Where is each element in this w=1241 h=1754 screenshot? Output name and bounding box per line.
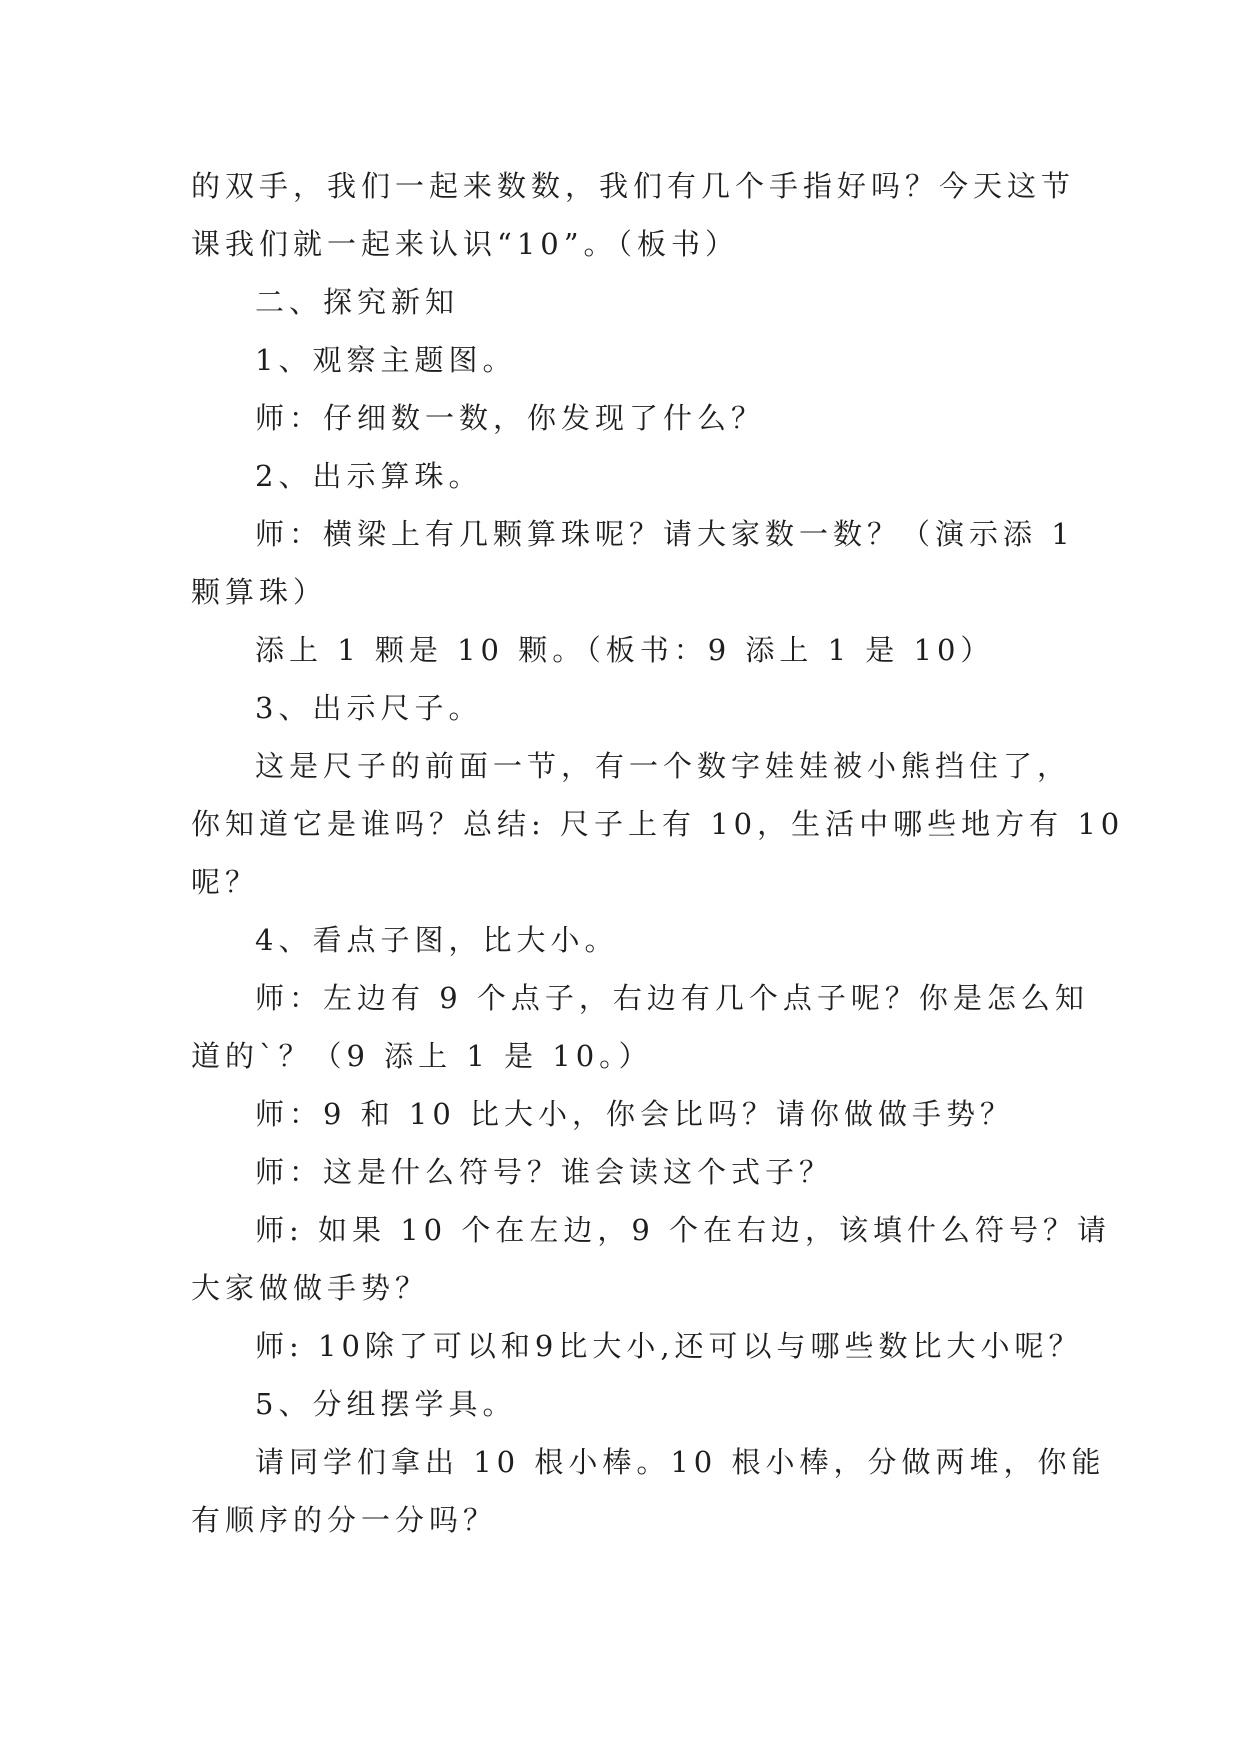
text-line: 有顺序的分一分吗？ (191, 1503, 498, 1537)
text-line: 这是尺子的前面一节，有一个数字娃娃被小熊挡住了， (255, 749, 1072, 783)
text-line: 师：左边有 9 个点子，右边有几个点子呢？你是怎么知 (255, 981, 1089, 1015)
step-heading: 3、出示尺子。 (255, 691, 483, 725)
text-line: 师：横梁上有几颗算珠呢？请大家数一数？（演示添 1 (255, 517, 1075, 551)
text-line: 师：这是什么符号？谁会读这个式子？ (255, 1155, 834, 1189)
text-line: 师：仔细数一数，你发现了什么？ (255, 401, 766, 435)
step-heading: 5、分组摆学具。 (255, 1387, 517, 1421)
text-line: 课我们就一起来认识“10”。（板书） (191, 227, 740, 261)
text-line: 颗算珠） (191, 575, 328, 609)
text-line: 请同学们拿出 10 根小棒。10 根小棒，分做两堆，你能 (255, 1445, 1106, 1479)
text-line: 大家做做手势？ (191, 1271, 430, 1305)
text-line: 师: 10除了可以和9比大小,还可以与哪些数比大小呢？ (255, 1329, 1083, 1363)
step-heading: 4、看点子图，比大小。 (255, 923, 619, 957)
text-line: 的双手，我们一起来数数，我们有几个手指好吗？今天这节 (191, 169, 1076, 203)
text-line: 师: 如果 10 个在左边，9 个在右边，该填什么符号？请 (255, 1213, 1111, 1247)
step-heading: 2、出示算珠。 (255, 459, 483, 493)
text-line: 师：9 和 10 比大小，你会比吗？请你做做手势？ (255, 1097, 1015, 1131)
document-body (191, 157, 1125, 1549)
text-line: 呢？ (191, 865, 260, 899)
step-heading: 1、观察主题图。 (255, 343, 517, 377)
text-line: 添上 1 颗是 10 颗。（板书：9 添上 1 是 10） (255, 633, 995, 667)
text-line: 你知道它是谁吗？总结: 尺子上有 10，生活中哪些地方有 10 (191, 807, 1125, 841)
section-heading: 二、探究新知 (255, 285, 460, 319)
text-line: 道的`？（9 添上 1 是 10。） (191, 1039, 653, 1073)
